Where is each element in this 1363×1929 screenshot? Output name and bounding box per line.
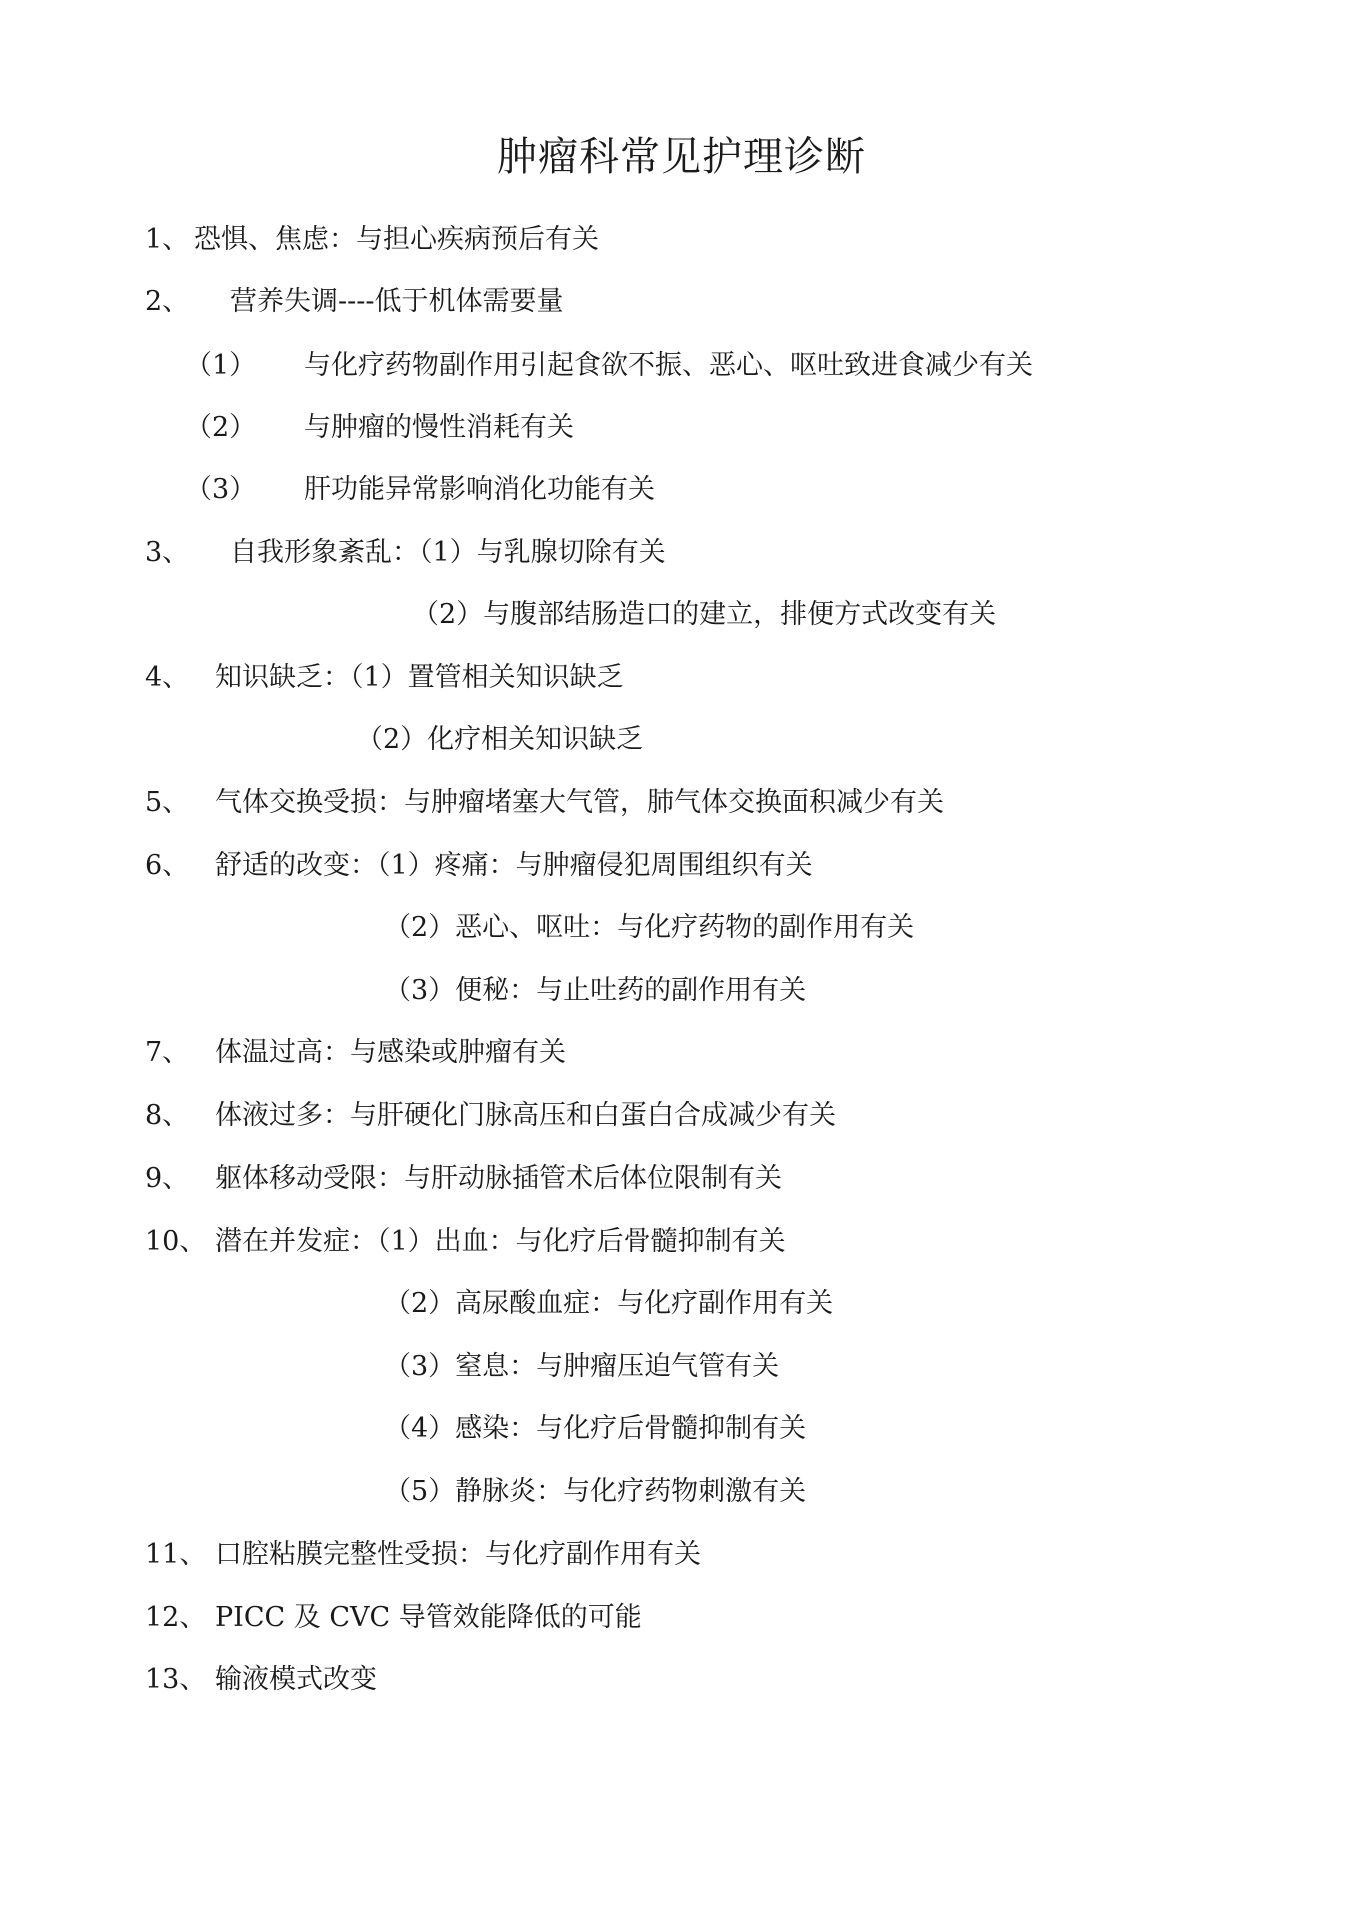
- subitem-number: （2）: [185, 412, 257, 443]
- item-number: 9、: [145, 1163, 190, 1194]
- item-text: 体温过高：与感染或肿瘤有关: [215, 1037, 566, 1068]
- item-text: 舒适的改变：（1）疼痛：与肿瘤侵犯周围组织有关: [215, 850, 813, 881]
- item-text: 口腔粘膜完整性受损：与化疗副作用有关: [215, 1539, 701, 1570]
- item-continuation-text: （2）与腹部结肠造口的建立，排便方式改变有关: [412, 599, 997, 630]
- item-number: 11、: [145, 1539, 207, 1570]
- subitem-text: 与化疗药物副作用引起食欲不振、恶心、呕吐致进食减少有关: [304, 350, 1033, 381]
- item-continuation-text: （2）化疗相关知识缺乏: [356, 724, 644, 755]
- item-continuation-text: （3）便秘：与止吐药的副作用有关: [384, 975, 807, 1006]
- item-number: 1、: [145, 224, 190, 255]
- item-continuation-text: （2）恶心、呕吐：与化疗药物的副作用有关: [384, 912, 915, 943]
- item-number: 7、: [145, 1037, 190, 1068]
- subitem-text: 肝功能异常影响消化功能有关: [304, 474, 655, 505]
- item-number: 13、: [145, 1664, 207, 1695]
- item-text: 体液过多：与肝硬化门脉高压和白蛋白合成减少有关: [215, 1100, 836, 1131]
- subitem-text: 与肿瘤的慢性消耗有关: [304, 412, 574, 443]
- item-number: 3、: [145, 537, 190, 568]
- item-text: 营养失调----低于机体需要量: [230, 286, 564, 317]
- subitem-number: （3）: [185, 474, 257, 505]
- document-title: 肿瘤科常见护理诊断: [497, 134, 866, 180]
- item-text: 躯体移动受限：与肝动脉插管术后体位限制有关: [215, 1163, 782, 1194]
- item-number: 8、: [145, 1100, 190, 1131]
- item-text: 恐惧、焦虑：与担心疾病预后有关: [194, 224, 599, 255]
- item-number: 12、: [145, 1602, 207, 1633]
- item-text: 自我形象紊乱：（1）与乳腺切除有关: [230, 537, 666, 568]
- item-number: 10、: [145, 1226, 207, 1257]
- item-text: 知识缺乏：（1）置管相关知识缺乏: [215, 662, 624, 693]
- subitem-number: （1）: [185, 350, 257, 381]
- item-number: 5、: [145, 787, 190, 818]
- item-continuation-text: （3）窒息：与肿瘤压迫气管有关: [384, 1351, 780, 1382]
- item-continuation-text: （4）感染：与化疗后骨髓抑制有关: [384, 1413, 807, 1444]
- item-text: PICC 及 CVC 导管效能降低的可能: [215, 1602, 642, 1633]
- item-text: 气体交换受损：与肿瘤堵塞大气管，肺气体交换面积减少有关: [215, 787, 944, 818]
- item-text: 潜在并发症：（1）出血：与化疗后骨髓抑制有关: [215, 1226, 786, 1257]
- item-number: 4、: [145, 662, 190, 693]
- item-number: 2、: [145, 286, 190, 317]
- item-number: 6、: [145, 850, 190, 881]
- item-continuation-text: （5）静脉炎：与化疗药物刺激有关: [384, 1476, 807, 1507]
- item-continuation-text: （2）高尿酸血症：与化疗副作用有关: [384, 1288, 834, 1319]
- item-text: 输液模式改变: [215, 1664, 377, 1695]
